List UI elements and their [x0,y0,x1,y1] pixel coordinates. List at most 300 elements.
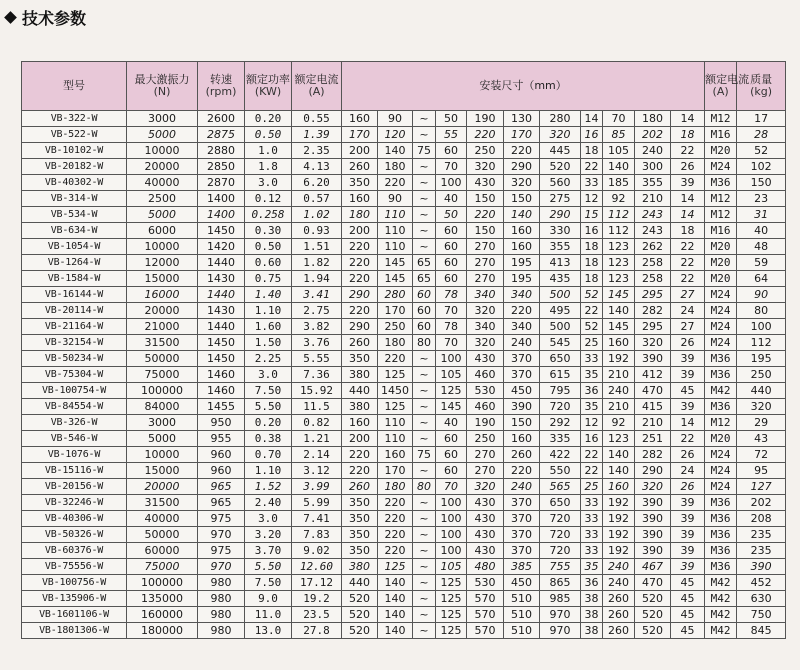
cell-dimension: 140 [603,463,635,479]
cell-dimension: ~ [413,367,436,383]
cell-dimension: 45 [671,383,705,399]
cell-dimension: 200 [342,143,378,159]
cell-dimension: 480 [467,559,504,575]
cell-force: 160000 [127,607,198,623]
cell-power: 1.50 [245,335,292,351]
cell-speed: 1430 [198,303,245,319]
cell-dimension: 45 [671,575,705,591]
header-bolt: 额定电流 (A) [705,62,737,111]
cell-weight: 150 [737,175,786,191]
cell-force: 21000 [127,319,198,335]
table-row [22,175,786,191]
cell-dimension: 650 [540,351,581,367]
cell-dimension: 970 [540,623,581,639]
header-power: 额定功率 (KW) [245,62,292,111]
header-model: 型号 [22,62,127,111]
cell-dimension: 530 [467,575,504,591]
cell-dimension: 200 [342,431,378,447]
cell-dimension: 70 [436,479,467,495]
cell-dimension: 190 [467,415,504,431]
cell-weight: 59 [737,255,786,271]
cell-dimension: 160 [504,239,540,255]
cell-dimension: 210 [603,399,635,415]
cell-dimension: 422 [540,447,581,463]
cell-dimension: 415 [635,399,671,415]
cell-dimension: 39 [671,367,705,383]
cell-weight: 235 [737,543,786,559]
cell-force: 40000 [127,511,198,527]
cell-dimension: ~ [413,351,436,367]
cell-dimension: 240 [504,335,540,351]
cell-dimension: 495 [540,303,581,319]
cell-dimension: 280 [378,287,413,303]
section-title-text: 技术参数 [22,9,87,28]
cell-bolt: M20 [705,271,737,287]
cell-force: 5000 [127,127,198,143]
cell-weight: 112 [737,335,786,351]
cell-weight: 28 [737,127,786,143]
cell-bolt: M36 [705,351,737,367]
cell-dimension: ~ [413,527,436,543]
cell-weight: 100 [737,319,786,335]
cell-dimension: 202 [635,127,671,143]
cell-dimension: 258 [635,255,671,271]
cell-current: 9.02 [292,543,342,559]
cell-weight: 250 [737,367,786,383]
cell-bolt: M12 [705,111,737,127]
cell-dimension: 350 [342,527,378,543]
cell-speed: 1440 [198,255,245,271]
cell-dimension: 192 [603,543,635,559]
cell-dimension: 35 [581,367,603,383]
cell-dimension: 60 [436,223,467,239]
cell-dimension: 100 [436,351,467,367]
table-row [22,223,786,239]
cell-dimension: 14 [671,111,705,127]
cell-dimension: ~ [413,495,436,511]
cell-dimension: 240 [603,559,635,575]
cell-bolt: M24 [705,303,737,319]
cell-dimension: ~ [413,159,436,175]
cell-model: VB-314-W [22,191,127,207]
table-row [22,383,786,399]
cell-dimension: 460 [467,367,504,383]
cell-dimension: 112 [603,207,635,223]
cell-dimension: 123 [603,239,635,255]
cell-force: 12000 [127,255,198,271]
cell-force: 20000 [127,159,198,175]
cell-power: 1.0 [245,143,292,159]
cell-current: 1.39 [292,127,342,143]
cell-power: 3.20 [245,527,292,543]
cell-dimension: 350 [342,495,378,511]
cell-power: 3.0 [245,367,292,383]
cell-dimension: 192 [603,511,635,527]
cell-dimension: 243 [635,223,671,239]
cell-power: 1.10 [245,303,292,319]
cell-speed: 965 [198,479,245,495]
cell-dimension: 60 [413,319,436,335]
cell-force: 31500 [127,495,198,511]
cell-dimension: 160 [342,111,378,127]
cell-model: VB-16144-W [22,287,127,303]
cell-force: 100000 [127,383,198,399]
cell-current: 5.55 [292,351,342,367]
cell-dimension: 210 [603,367,635,383]
cell-dimension: 195 [504,271,540,287]
cell-dimension: 140 [378,591,413,607]
cell-force: 75000 [127,367,198,383]
cell-dimension: 38 [581,607,603,623]
cell-weight: 52 [737,143,786,159]
cell-dimension: 39 [671,495,705,511]
cell-power: 3.0 [245,511,292,527]
cell-speed: 2880 [198,143,245,159]
cell-dimension: 260 [342,159,378,175]
cell-dimension: 320 [540,127,581,143]
cell-weight: 90 [737,287,786,303]
cell-power: 9.0 [245,591,292,607]
cell-speed: 1455 [198,399,245,415]
cell-dimension: ~ [413,127,436,143]
cell-dimension: 260 [342,335,378,351]
cell-power: 0.20 [245,415,292,431]
cell-dimension: 26 [671,479,705,495]
cell-dimension: 33 [581,511,603,527]
cell-power: 7.50 [245,575,292,591]
cell-bolt: M36 [705,559,737,575]
table-row [22,623,786,639]
cell-dimension: 210 [635,415,671,431]
cell-force: 3000 [127,111,198,127]
cell-dimension: 50 [436,207,467,223]
cell-dimension: 160 [603,479,635,495]
cell-model: VB-534-W [22,207,127,223]
cell-dimension: ~ [413,559,436,575]
cell-current: 1.02 [292,207,342,223]
cell-dimension: 65 [413,255,436,271]
cell-force: 10000 [127,143,198,159]
cell-weight: 750 [737,607,786,623]
cell-dimension: 150 [467,223,504,239]
cell-model: VB-84554-W [22,399,127,415]
cell-current: 2.14 [292,447,342,463]
cell-model: VB-326-W [22,415,127,431]
cell-current: 11.5 [292,399,342,415]
table-row [22,367,786,383]
cell-dimension: 150 [504,415,540,431]
cell-dimension: 320 [467,479,504,495]
cell-bolt: M20 [705,431,737,447]
cell-dimension: 180 [378,335,413,351]
cell-bolt: M24 [705,319,737,335]
cell-dimension: 92 [603,415,635,431]
cell-bolt: M24 [705,287,737,303]
cell-dimension: 370 [504,351,540,367]
cell-dimension: 270 [467,463,504,479]
cell-dimension: 180 [378,159,413,175]
cell-speed: 2600 [198,111,245,127]
cell-dimension: 220 [378,511,413,527]
cell-model: VB-1076-W [22,447,127,463]
cell-current: 17.12 [292,575,342,591]
cell-speed: 960 [198,447,245,463]
cell-dimension: 220 [504,143,540,159]
cell-dimension: 110 [378,431,413,447]
cell-dimension: 720 [540,511,581,527]
cell-current: 1.82 [292,255,342,271]
cell-dimension: 26 [671,447,705,463]
cell-weight: 17 [737,111,786,127]
cell-dimension: 26 [671,335,705,351]
cell-model: VB-60376-W [22,543,127,559]
cell-dimension: 50 [436,111,467,127]
cell-dimension: 243 [635,207,671,223]
table-row [22,127,786,143]
table-row [22,511,786,527]
cell-speed: 1450 [198,335,245,351]
cell-model: VB-1584-W [22,271,127,287]
table-row [22,607,786,623]
cell-dimension: 125 [436,383,467,399]
cell-dimension: 467 [635,559,671,575]
cell-dimension: 125 [436,575,467,591]
cell-dimension: 330 [540,223,581,239]
table-row [22,287,786,303]
cell-model: VB-100754-W [22,383,127,399]
cell-dimension: 38 [581,623,603,639]
cell-model: VB-1601106-W [22,607,127,623]
cell-bolt: M36 [705,175,737,191]
cell-dimension: 39 [671,543,705,559]
cell-dimension: 60 [436,447,467,463]
cell-power: 5.50 [245,559,292,575]
cell-force: 84000 [127,399,198,415]
cell-dimension: 240 [603,383,635,399]
cell-dimension: 500 [540,287,581,303]
cell-dimension: 260 [342,479,378,495]
cell-model: VB-50326-W [22,527,127,543]
cell-model: VB-1054-W [22,239,127,255]
cell-dimension: 125 [436,591,467,607]
cell-dimension: 220 [342,271,378,287]
cell-current: 1.51 [292,239,342,255]
cell-dimension: ~ [413,191,436,207]
cell-dimension: 220 [342,463,378,479]
cell-weight: 40 [737,223,786,239]
cell-dimension: 192 [603,495,635,511]
cell-dimension: 530 [467,383,504,399]
cell-dimension: 80 [413,335,436,351]
cell-power: 0.70 [245,447,292,463]
cell-dimension: 22 [671,255,705,271]
cell-dimension: 38 [581,591,603,607]
cell-dimension: 280 [540,111,581,127]
table-row [22,463,786,479]
cell-dimension: 60 [436,255,467,271]
cell-speed: 1440 [198,319,245,335]
cell-dimension: 90 [378,111,413,127]
cell-current: 6.20 [292,175,342,191]
cell-dimension: 75 [413,447,436,463]
cell-speed: 1460 [198,383,245,399]
cell-dimension: 220 [342,255,378,271]
cell-dimension: 390 [504,399,540,415]
cell-dimension: 14 [671,415,705,431]
cell-bolt: M12 [705,191,737,207]
cell-dimension: 18 [671,127,705,143]
cell-weight: 43 [737,431,786,447]
cell-dimension: 200 [342,223,378,239]
cell-current: 19.2 [292,591,342,607]
cell-speed: 965 [198,495,245,511]
cell-dimension: ~ [413,207,436,223]
cell-dimension: 45 [671,623,705,639]
table-row [22,239,786,255]
cell-current: 3.99 [292,479,342,495]
cell-dimension: 240 [635,143,671,159]
cell-model: VB-522-W [22,127,127,143]
cell-dimension: 520 [635,623,671,639]
cell-dimension: 565 [540,479,581,495]
cell-dimension: 500 [540,319,581,335]
cell-force: 5000 [127,207,198,223]
cell-dimension: 140 [378,623,413,639]
cell-dimension: 560 [540,175,581,191]
cell-bolt: M12 [705,207,737,223]
cell-power: 13.0 [245,623,292,639]
cell-dimension: 180 [342,207,378,223]
cell-power: 1.60 [245,319,292,335]
cell-speed: 955 [198,431,245,447]
cell-weight: 95 [737,463,786,479]
cell-dimension: 33 [581,543,603,559]
section-title [4,6,86,29]
cell-dimension: 445 [540,143,581,159]
cell-current: 3.41 [292,287,342,303]
cell-force: 75000 [127,559,198,575]
cell-dimension: 615 [540,367,581,383]
cell-dimension: 70 [436,335,467,351]
table-row [22,351,786,367]
header-current: 额定电流 (A) [292,62,342,111]
cell-dimension: 45 [671,591,705,607]
cell-dimension: 570 [467,591,504,607]
cell-dimension: 350 [342,543,378,559]
cell-weight: 452 [737,575,786,591]
cell-model: VB-1801306-W [22,623,127,639]
cell-dimension: 39 [671,351,705,367]
cell-bolt: M24 [705,159,737,175]
cell-power: 3.70 [245,543,292,559]
cell-dimension: 520 [635,591,671,607]
cell-model: VB-75556-W [22,559,127,575]
cell-dimension: 100 [436,175,467,191]
cell-weight: 64 [737,271,786,287]
cell-dimension: 110 [378,223,413,239]
cell-dimension: 240 [504,479,540,495]
cell-dimension: 70 [436,303,467,319]
cell-dimension: 105 [436,367,467,383]
cell-dimension: 170 [378,463,413,479]
cell-dimension: 140 [603,447,635,463]
cell-dimension: 650 [540,495,581,511]
cell-bolt: M20 [705,143,737,159]
cell-force: 3000 [127,415,198,431]
cell-dimension: 430 [467,351,504,367]
cell-speed: 2870 [198,175,245,191]
cell-bolt: M36 [705,495,737,511]
cell-dimension: 260 [504,447,540,463]
cell-model: VB-15116-W [22,463,127,479]
cell-dimension: 220 [378,351,413,367]
cell-current: 1.21 [292,431,342,447]
cell-current: 2.75 [292,303,342,319]
cell-dimension: 90 [378,191,413,207]
cell-dimension: 380 [342,367,378,383]
cell-weight: 31 [737,207,786,223]
cell-dimension: 170 [504,127,540,143]
cell-weight: 195 [737,351,786,367]
cell-power: 3.0 [245,175,292,191]
cell-speed: 1400 [198,207,245,223]
cell-power: 0.60 [245,255,292,271]
cell-model: VB-32246-W [22,495,127,511]
cell-bolt: M42 [705,575,737,591]
cell-dimension: 220 [378,175,413,191]
cell-dimension: 290 [540,207,581,223]
cell-model: VB-546-W [22,431,127,447]
table-row [22,415,786,431]
cell-force: 2500 [127,191,198,207]
cell-dimension: 60 [436,239,467,255]
cell-dimension: 145 [378,255,413,271]
cell-model: VB-40306-W [22,511,127,527]
cell-force: 10000 [127,447,198,463]
cell-current: 7.36 [292,367,342,383]
cell-weight: 320 [737,399,786,415]
table-body [22,111,786,639]
cell-dimension: 24 [671,463,705,479]
cell-speed: 1420 [198,239,245,255]
cell-dimension: 52 [581,319,603,335]
cell-dimension: 192 [603,527,635,543]
cell-dimension: 390 [635,495,671,511]
cell-dimension: 85 [603,127,635,143]
cell-model: VB-20156-W [22,479,127,495]
cell-dimension: 865 [540,575,581,591]
cell-dimension: 270 [467,255,504,271]
cell-dimension: 40 [436,415,467,431]
cell-dimension: 60 [436,271,467,287]
table-row [22,303,786,319]
cell-dimension: 413 [540,255,581,271]
cell-dimension: 26 [671,159,705,175]
cell-weight: 29 [737,415,786,431]
cell-dimension: 440 [342,575,378,591]
cell-weight: 440 [737,383,786,399]
cell-dimension: 570 [467,623,504,639]
cell-weight: 390 [737,559,786,575]
cell-dimension: 110 [378,415,413,431]
cell-dimension: 18 [581,239,603,255]
header-force: 最大激振力 (N) [127,62,198,111]
cell-dimension: 260 [603,623,635,639]
cell-dimension: 36 [581,383,603,399]
cell-dimension: 390 [635,543,671,559]
cell-bolt: M24 [705,479,737,495]
cell-dimension: 145 [603,319,635,335]
